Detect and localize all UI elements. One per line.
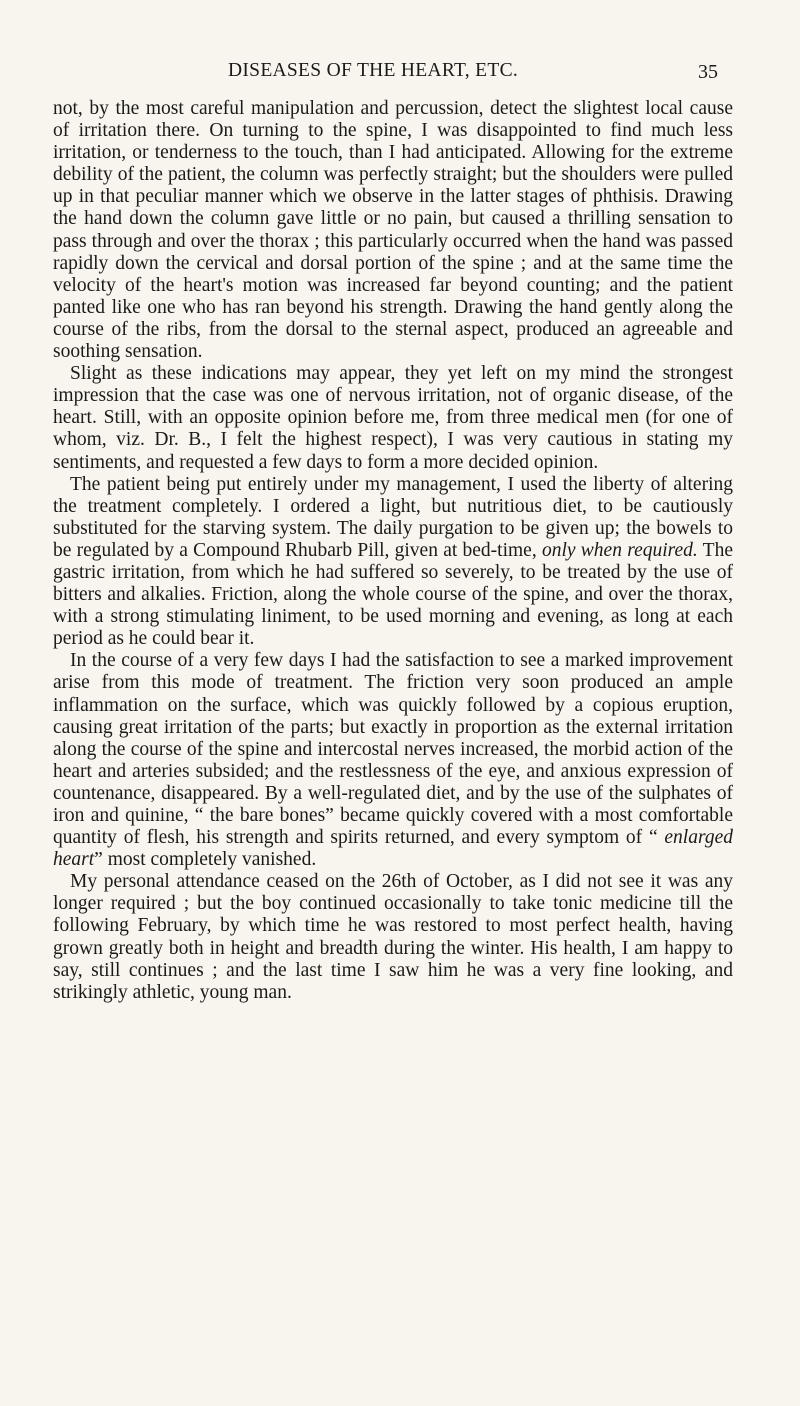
italic-emphasis: enlarged heart	[53, 827, 733, 871]
paragraph-text: In the course of a very few days I had the satisfaction to see a marked improvement arise from this mode of treatment. The friction very soon produced an ample inflammation on the surface, which was quickly followed by a copious eruption, causing great irritation of the parts; but exactly in proportion as the external irritation along the course of the spine and intercostal nerves increased, the morbid action of the heart and arteries subsided; and the restlessness of the eye, and anxious expression of countenance, disappeared. By a well-regulated diet, and by the use of the sulphates of iron and quinine, “ the bare bones” became quickly covered with a most comfortable quantity of flesh, his strength and spirits returned, and every symptom of “	[53, 650, 733, 849]
italic-emphasis: only when required.	[541, 539, 698, 561]
paragraph-5	[53, 871, 733, 1004]
running-head	[0, 58, 800, 88]
paragraph-text: Slight as these indications may appear, they yet left on my mind the strongest impression that the case was one of nervous irritation, not of organic disease, of the heart. Still, with an opposite opinion before me, from three medical men (for one of whom, viz. Dr. B., I felt the highest respect), I was very cautious in stating my sentiments, and requested a few days to form a more decided opinion.	[53, 363, 733, 473]
paragraph-1	[53, 98, 733, 363]
body-text	[53, 98, 733, 1004]
page-number: 35	[698, 61, 718, 83]
paragraph-text: not, by the most careful manipulation and percussion, detect the slightest local cause of irritation there. On turning to the spine, I was disappointed to find much less irritation, or tenderness to the touch, than I had anticipated. Allowing for the extreme debility of the patient, the column was perfectly straight; but the shoulders were pulled up in that peculiar manner which we observe in the latter stages of phthisis. Drawing the hand down the column gave little or no pain, but caused a thrilling sensation to pass through and over the thorax ; this particularly occurred when the hand was passed rapidly down the cervical and dorsal portion of the spine ; and at the same time the velocity of the heart's motion was increased far beyond counting; and the patient panted like one who has ran beyond his strength. Drawing the hand gently along the course of the ribs, from the dorsal to the sternal aspect, produced an agreeable and soothing sensation.	[53, 98, 733, 363]
paragraph-text: The gastric irritation, from which he had suffered so severely, to be treated by the use of bitters and alkalies. Friction, along the whole course of the spine, and over the thorax, with a strong stimulating liniment, to be used morning and evening, as long at each period as he could bear it.	[53, 539, 733, 650]
paragraph-3	[53, 474, 733, 651]
running-title: DISEASES OF THE HEART, ETC.	[228, 60, 519, 81]
paragraph-text: The patient being put entirely under my management, I used the liberty of altering the treatment completely. I ordered a light, but nutritious diet, to be cautiously substituted for the starving system. The daily purgation to be given up; the bowels to be regulated by a Compound Rhubarb Pill, given at bed-time,	[53, 473, 733, 561]
paragraph-text: My personal attendance ceased on the 26th of October, as I did not see it was any longer required ; but the boy continued occasionally to take tonic medicine till the following February, by which time he was restored to most perfect health, having grown greatly both in height and breadth during the winter. His health, I am happy to say, still continues ; and the last time I saw him he was a very fine looking, and strikingly athletic, young man.	[53, 871, 733, 1003]
paragraph-4	[53, 650, 733, 871]
paragraph-text: ” most completely vanished.	[94, 849, 317, 871]
paragraph-2	[53, 363, 733, 473]
